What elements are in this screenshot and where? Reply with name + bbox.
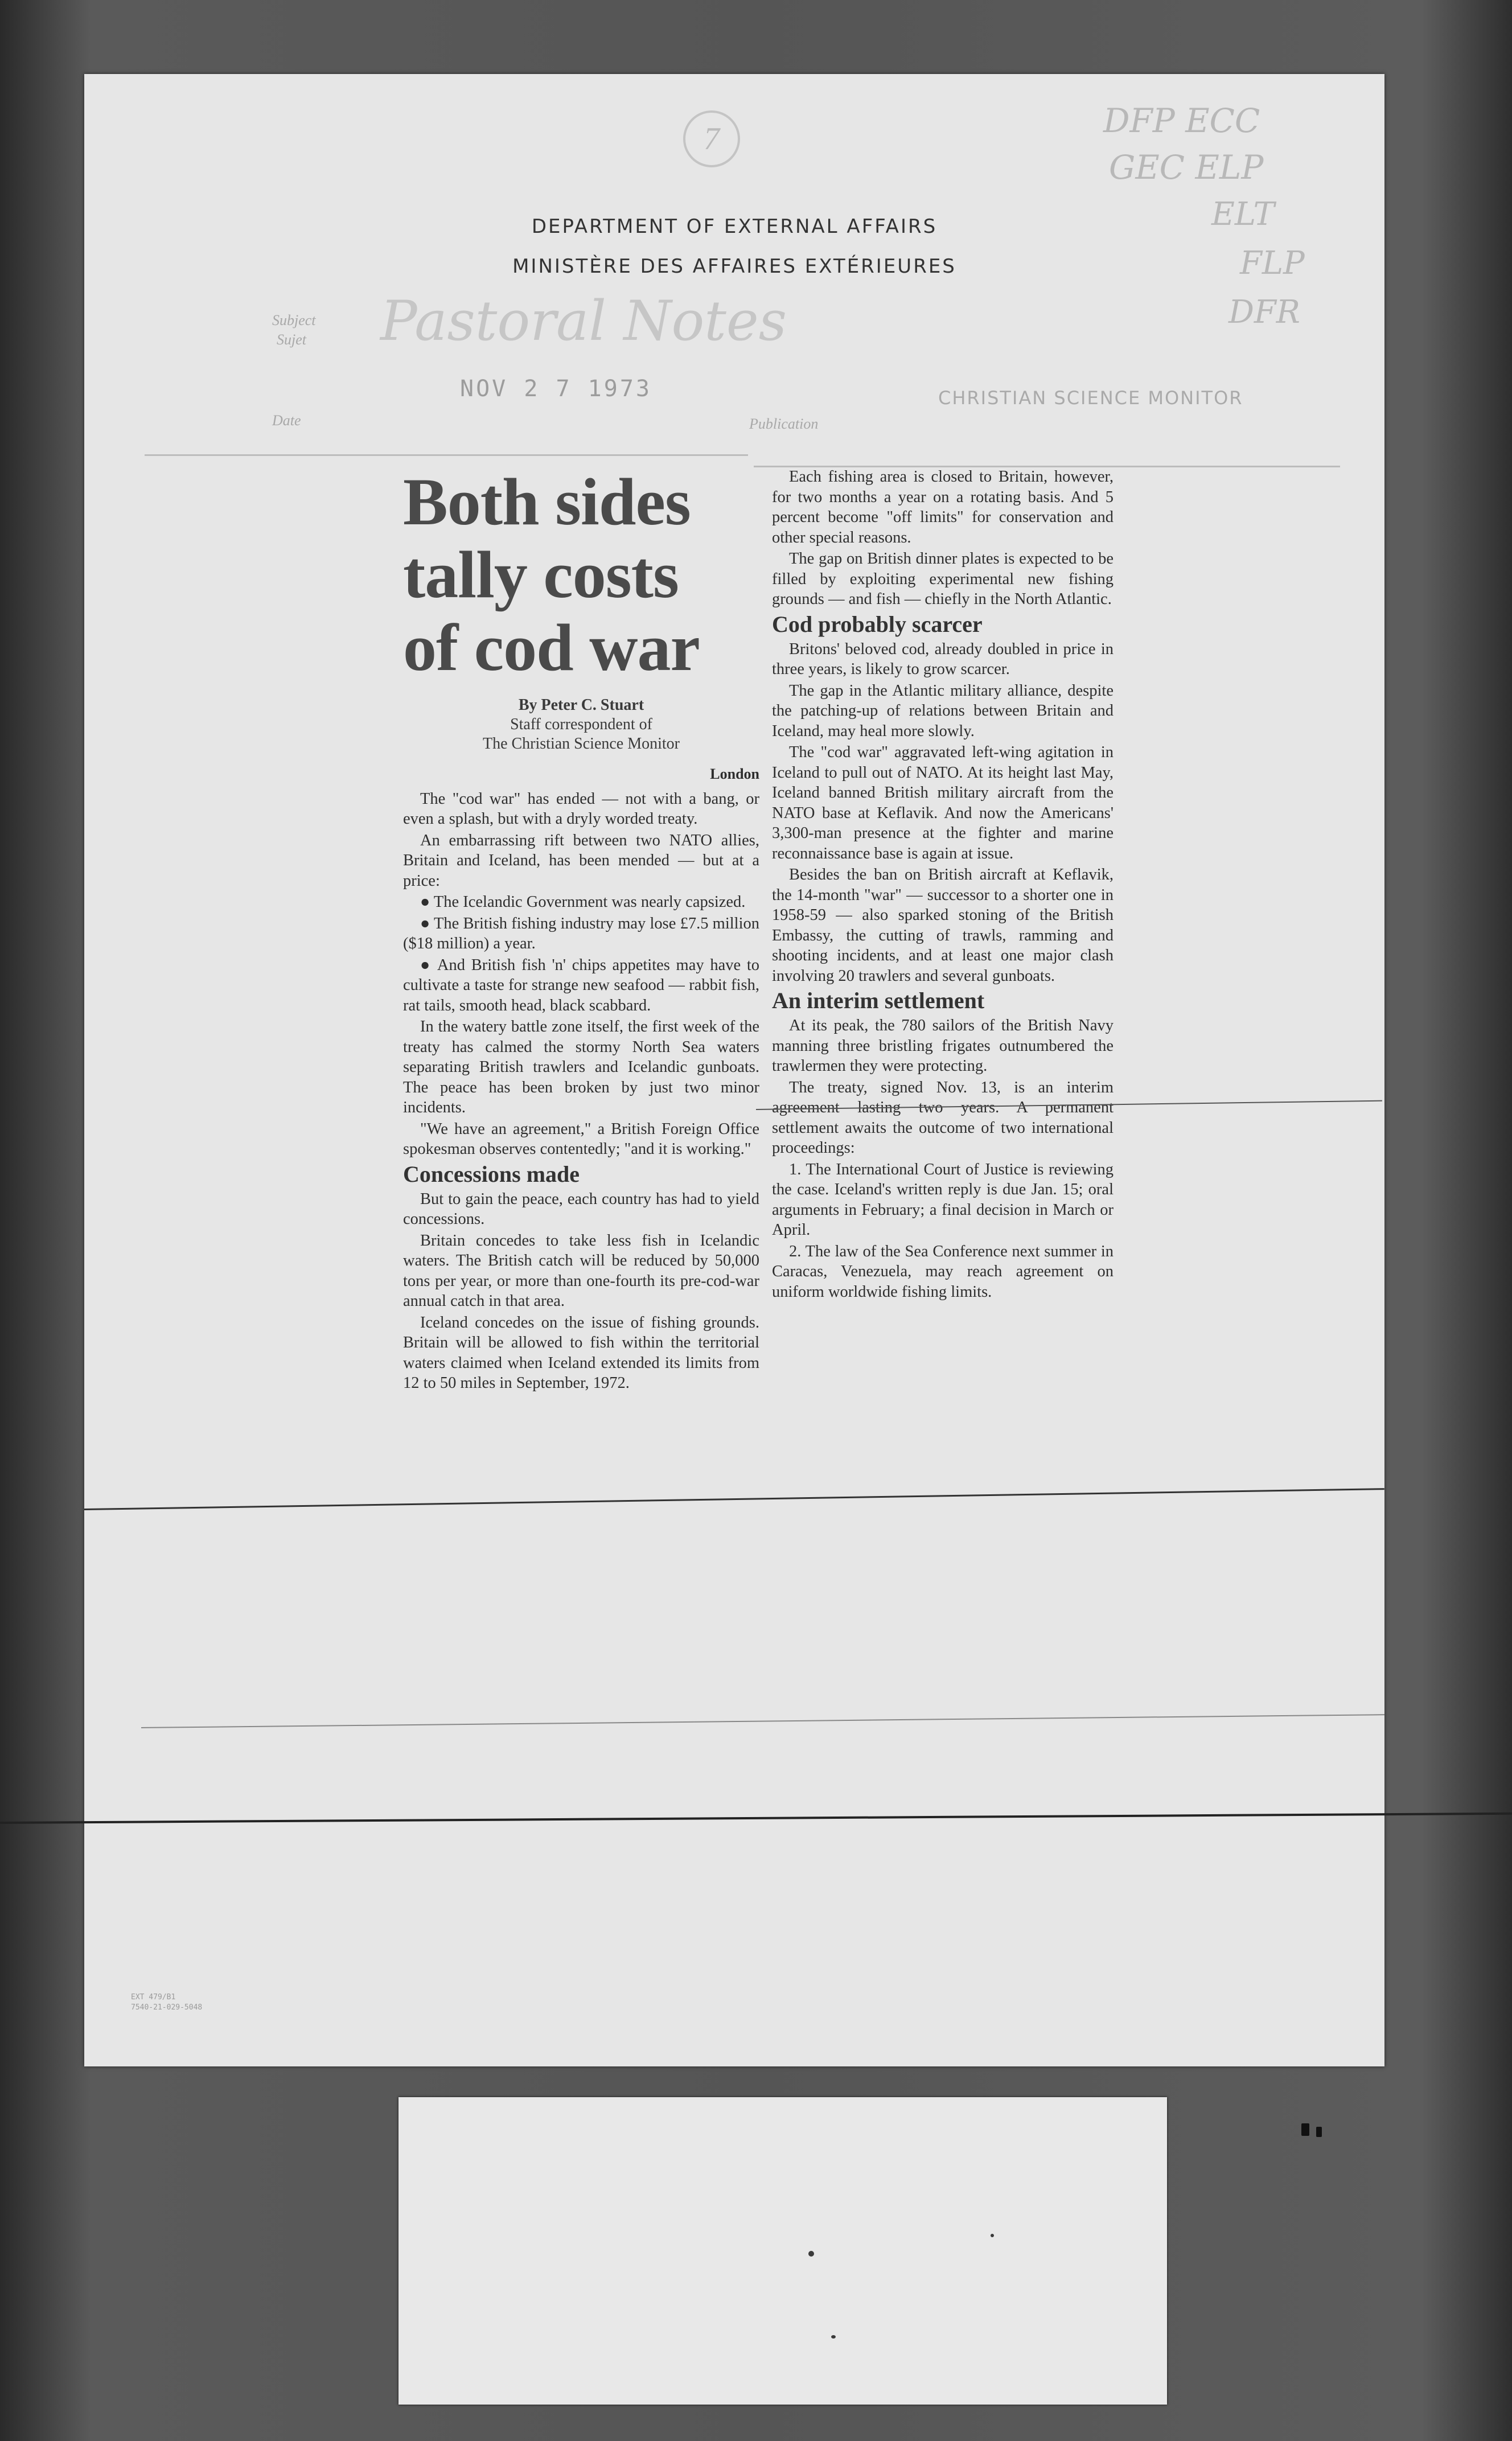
routing-note: GEC ELP xyxy=(1109,148,1264,187)
handwritten-subject: Pastoral Notes xyxy=(380,289,787,353)
sujet-label: Sujet xyxy=(277,331,306,348)
paragraph: An embarrassing rift between two NATO allies, Britain and Iceland, has been mended — but at a price: xyxy=(403,831,759,890)
header-divider-left xyxy=(145,454,748,456)
speck xyxy=(1301,2123,1309,2136)
form-print-code: EXT 479/B1 7540-21-029-5048 xyxy=(131,1993,203,2012)
paragraph: The gap in the Atlantic military alliance, despite the patching-up of relations between Britain and Iceland, may heal more slowly. xyxy=(772,681,1114,740)
paragraph: 2. The law of the Sea Conference next summer in Caracas, Venezuela, may reach agreement on uniform worldwide fishing limits. xyxy=(772,1242,1114,1301)
paragraph: Each fishing area is closed to Britain, however, for two months a year on a rotating basis. And 5 percent become "off limits" for conservation and other special reasons. xyxy=(772,468,1114,546)
routing-note: ELT xyxy=(1211,196,1275,233)
column-2b-body xyxy=(772,639,1114,987)
paragraph: But to gain the peace, each country has had to yield concessions. xyxy=(403,1190,759,1228)
speck xyxy=(808,2251,814,2257)
speck xyxy=(1316,2127,1322,2137)
paragraph: Britain concedes to take less fish in Icelandic waters. The British catch will be reduced by 50,000 tons per year, or more than one-fourth its pre-cod-war annual catch in that area. xyxy=(403,1231,759,1310)
clipping-form-page xyxy=(84,74,1384,2066)
routing-note: DFP ECC xyxy=(1103,101,1260,140)
film-scratch xyxy=(141,1714,1384,1728)
paragraph: At its peak, the 780 sailors of the British Navy manning three bristling frigates outnumbered the trawlermen they were protecting. xyxy=(772,1017,1114,1075)
paragraph: The "cod war" aggravated left-wing agitation in Iceland to pull out of NATO. At its height last May, Iceland banned British military aircraft from the NATO base at Keflavik. And now the Americans' 3,300-man presence at the fighter and marine reconnaissance base is again at issue. xyxy=(772,743,1114,862)
department-title-en: DEPARTMENT OF EXTERNAL AFFAIRS xyxy=(531,215,938,238)
headline: Both sides tally costs of cod war xyxy=(403,465,700,685)
byline-paper: The Christian Science Monitor xyxy=(482,735,680,753)
paragraph: Besides the ban on British aircraft at Keflavik, the 14-month "war" — successor to a shorter one in 1958-59 — also sparked stoning of the British Embassy, the cutting of trawls, ramming and shooting incidents, and at least one major clash involving 20 trawlers and several gunboats. xyxy=(772,866,1114,985)
film-scratch xyxy=(84,1488,1384,1510)
paragraph: Iceland concedes on the issue of fishing grounds. Britain will be allowed to fish within the territorial waters claimed when Iceland extended its limits from 12 to 50 miles in September, 1972. xyxy=(403,1313,759,1392)
column-2-body xyxy=(772,467,1114,610)
date-label: Date xyxy=(272,412,301,429)
subhead-concessions: Concessions made xyxy=(403,1161,580,1187)
byline-role: Staff correspondent of xyxy=(510,716,652,733)
paragraph: "We have an agreement," a British Foreign Office spokesman observes contentedly; "and it is working." xyxy=(403,1120,759,1158)
publication-name: CHRISTIAN SCIENCE MONITOR xyxy=(938,387,1243,409)
blank-slip xyxy=(398,2097,1167,2405)
subhead-interim-settlement: An interim settlement xyxy=(772,988,985,1013)
column-1b-body xyxy=(403,1189,759,1394)
routing-note: DFR xyxy=(1228,294,1300,331)
date-stamp: NOV 2 7 1973 xyxy=(460,376,652,402)
column-2c-body xyxy=(772,1016,1114,1302)
subhead-cod-scarcer: Cod probably scarcer xyxy=(772,611,983,637)
publication-label: Publication xyxy=(749,416,819,432)
article-column-1 xyxy=(403,461,759,1395)
paragraph: 1. The International Court of Justice is reviewing the case. Iceland's written reply is due Jan. 15; oral arguments in February; a final decision in March or April. xyxy=(772,1160,1114,1239)
routing-note: FLP xyxy=(1240,245,1305,282)
department-title-fr: MINISTÈRE DES AFFAIRES EXTÉRIEURES xyxy=(512,255,956,278)
speck xyxy=(831,2335,836,2339)
column-1-body xyxy=(403,789,759,1160)
paragraph: In the watery battle zone itself, the first week of the treaty has calmed the stormy North Sea waters separating British trawlers and Icelandic gunboats. The peace has been broken by just two minor incidents. xyxy=(403,1018,759,1116)
paragraph: The treaty, signed Nov. 13, is an interim agreement lasting two years. A permanent settlement awaits the outcome of two international proceedings: xyxy=(772,1078,1114,1157)
paragraph: ● The British fishing industry may lose £7.5 million ($18 million) a year. xyxy=(403,914,759,952)
circled-number: 7 xyxy=(683,110,740,167)
paragraph: ● The Icelandic Government was nearly capsized. xyxy=(420,893,746,911)
paragraph: The gap on British dinner plates is expected to be filled by exploiting experimental new fishing grounds — and fish — chiefly in the North Atlantic. xyxy=(772,550,1114,608)
article-column-2 xyxy=(772,467,1114,1303)
speck xyxy=(991,2234,994,2237)
paragraph: Britons' beloved cod, already doubled in price in three years, is likely to grow scarcer. xyxy=(772,640,1114,678)
paragraph: ● And British fish 'n' chips appetites may have to cultivate a taste for strange new seafood — rabbit fish, rat tails, smooth head, black scabbard. xyxy=(403,956,759,1014)
subject-label: Subject xyxy=(272,312,316,328)
dateline: London xyxy=(710,766,759,782)
byline: By Peter C. Stuart xyxy=(518,696,644,714)
paragraph: The "cod war" has ended — not with a bang, or even a splash, but with a dryly worded treaty. xyxy=(403,790,759,828)
